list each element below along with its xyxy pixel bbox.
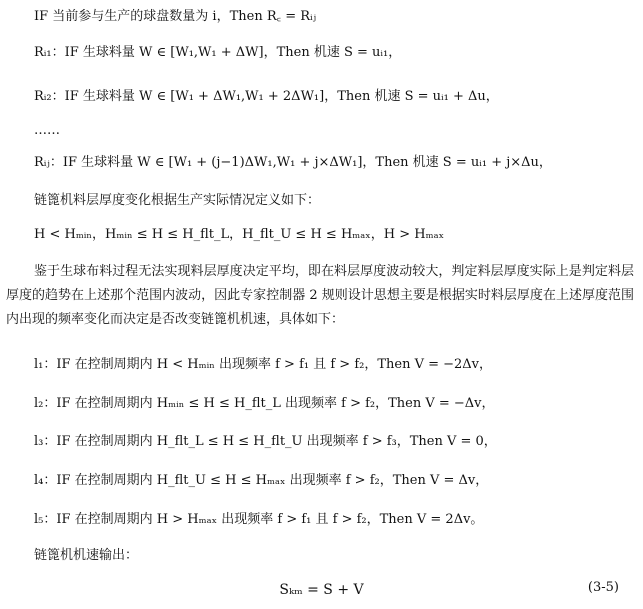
rule-l4: l₄：IF 在控制周期内 H_flt_U ≤ H ≤ Hₘₐₓ 出现频率 f > f₂，Then V = Δv， bbox=[34, 473, 489, 488]
rule-header: IF 当前参与生产的球盘数量为 i，Then R꜀ = Rᵢⱼ bbox=[34, 9, 317, 24]
rule-l5: l₅：IF 在控制周期内 H > Hₘₐₓ 出现频率 f > f₁ 且 f > f₂，Then V = 2Δv。 bbox=[34, 512, 484, 527]
formula-row bbox=[0, 580, 643, 600]
rule-rij: Rᵢⱼ：IF 生球料量 W ∈ [W₁ + (j−1)ΔW₁,W₁ + j×ΔW₁]，Then 机速 S = uᵢ₁ + j×Δu， bbox=[34, 155, 552, 170]
formula: Sₖₘ = S + V bbox=[279, 582, 364, 598]
rule-ri2: Rᵢ₂：IF 生球料量 W ∈ [W₁ + ΔW₁,W₁ + 2ΔW₁]，Then 机速 S = uᵢ₁ + Δu， bbox=[34, 89, 499, 104]
output-label: 链篦机机速输出： bbox=[34, 548, 139, 563]
rule-l1: l₁：IF 在控制周期内 H < Hₘᵢₙ 出现频率 f > f₁ 且 f > f₂，Then V = −2Δv， bbox=[34, 357, 493, 372]
thickness-ranges: H < Hₘᵢₙ，Hₘᵢₙ ≤ H ≤ H_flt_L，H_flt_U ≤ H ≤ Hₘₐₓ，H > Hₘₐₓ bbox=[34, 227, 445, 242]
explanation-paragraph: 鉴于生球布料过程无法实现料层厚度决定平均，即在料层厚度波动较大，判定料层厚度实际上是判定料层厚度的趋势在上述那个范围内波动，因此专家控制器 2 规则设计思想主要是根据实时料层厚度在上述厚度范围内出现的频率变化而决定是否改变链篦机机速，具体如下： bbox=[6, 264, 634, 327]
equation-number: (3-5) bbox=[587, 580, 619, 595]
ellipsis: …… bbox=[34, 123, 60, 138]
rule-ri1: Rᵢ₁：IF 生球料量 W ∈ [W₁,W₁ + ΔW]，Then 机速 S = uᵢ₁， bbox=[34, 45, 402, 60]
rule-l3: l₃：IF 在控制周期内 H_flt_L ≤ H ≤ H_flt_U 出现频率 f > f₃，Then V = 0， bbox=[34, 434, 497, 449]
thickness-intro: 链篦机料层厚度变化根据生产实际情况定义如下： bbox=[34, 193, 321, 208]
rule-l2: l₂：IF 在控制周期内 Hₘᵢₙ ≤ H ≤ H_flt_L 出现频率 f > f₂，Then V = −Δv， bbox=[34, 396, 495, 411]
